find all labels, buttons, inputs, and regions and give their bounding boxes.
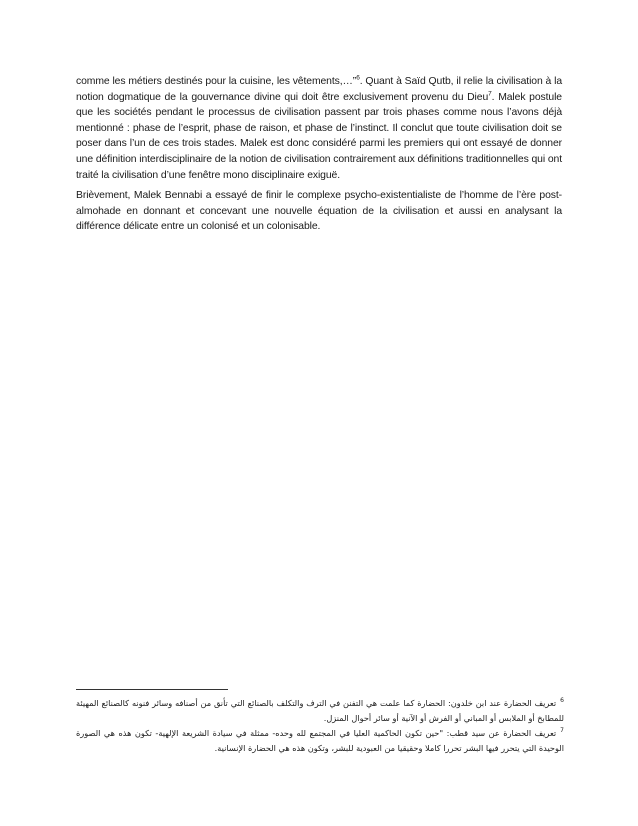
paragraph-1-start: comme les métiers destinés pour la cuisine, les vêtements,…” — [76, 76, 357, 87]
paragraph-1 — [76, 74, 562, 183]
footnotes — [76, 696, 564, 756]
footnote-7-text: تعريف الحضارة عن سيد قطب: "حين تكون الحاكمية العليا في المجتمع لله وحده- ممثلة في سيادة الشريعة الإلهية- تكون هذه هي الصورة الوحيدة التي يتحرر فيها البشر تحررا كاملا وحقيقيا من العبودية للبشر، وتكون هذه هي الحضارة الإنسانية. — [76, 728, 564, 753]
footnote-7 — [76, 726, 564, 756]
footnote-6-number: 6 — [560, 697, 564, 705]
paragraph-1-middle: . Quant à Saïd Qutb, il relie la civilisation à la notion dogmatique de la gouvernance divine qui doit être exclusivement provenu du Dieu — [76, 76, 563, 103]
footnote-ref-6[interactable]: 6 — [356, 74, 360, 82]
paragraph-2: Brièvement, Malek Bennabi a essayé de finir le complexe psycho-existentialiste de l’homme de l’ère post-almohade en donnant et concevant une nouvelle équation de la civilisation et aussi en analysant la différence délicate entre un colonisé et un colonisable. — [76, 190, 562, 233]
paragraph-1-end: . Malek postule que les sociétés pendant le processus de civilisation passent par trois phases comme nous l’avons déjà mentionné : phase de l’esprit, phase de raison, et phase de l’instinct. Il conclut que toute civilisation doit se poser dans l’un de ces trois stades. Malek est donc considéré parmi les premiers qui ont essayé de donner une définition interdisciplinaire de la notion de civilisation contrairement aux définitions traditionnelles qui ont traité la civilisation d’une fenêtre mono disciplinaire exiguë. — [76, 91, 562, 181]
footnote-6-text: تعريف الحضارة عند ابن خلدون: الحضارة كما علمت هي التفنن في الترف والتكلف بالصنائع التي تأنق من أصنافه وسائر فنونه كالصنائع المهيئة للمطابخ أو الملابس أو المباني أو الفرش أو الآنية أو سائر أحوال المنزل. — [76, 698, 564, 723]
footnote-separator — [76, 689, 228, 690]
footnote-7-number: 7 — [560, 727, 564, 735]
main-text — [76, 74, 562, 240]
footnote-6 — [76, 696, 564, 726]
footnote-ref-7[interactable]: 7 — [488, 90, 492, 98]
